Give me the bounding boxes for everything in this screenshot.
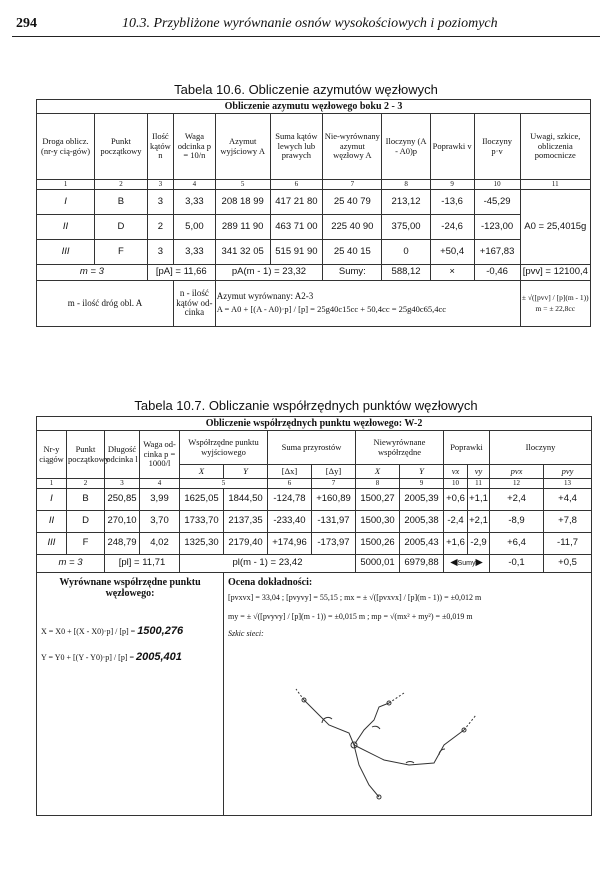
col-num: 8: [356, 479, 400, 489]
cell-az: 289 11 90: [215, 215, 270, 240]
sum-pm: pl(m - 1) = 23,42: [180, 555, 356, 573]
sub-pvx: pvx: [490, 465, 544, 479]
cell-vy: +2,1: [468, 511, 490, 533]
bottom-row: [37, 281, 591, 327]
th-nr: Nr-y ciągów: [37, 431, 67, 479]
th-wspolrzedne: Współrzędne punktu wyjściowego: [180, 431, 268, 465]
cell-pvy: -11,7: [544, 533, 592, 555]
accuracy-line2: my = ± √([pvyvy] / [p](m - 1)) = ±0,015 m ; mp = √(mx² + my²) = ±0,019 m: [228, 611, 473, 621]
col-num: 5: [180, 479, 268, 489]
sub-dy: [Δy]: [312, 465, 356, 479]
sum-pvx: -0,1: [490, 555, 544, 573]
accuracy-title: Ocena dokładności:: [228, 577, 313, 588]
sub-Y: Y: [224, 465, 268, 479]
cell-n: 3: [147, 240, 173, 265]
sketch-label: Szkic sieci:: [228, 628, 264, 638]
th-suma: Suma kątów lewych lub prawych: [270, 114, 323, 180]
th-azymut: Azymut wyjściowy A: [215, 114, 270, 180]
coordinates-table: [36, 416, 592, 816]
col-num: 4: [174, 180, 216, 190]
cell-p: 3,33: [174, 190, 216, 215]
table-row: [37, 240, 591, 265]
col-num: 4: [140, 479, 180, 489]
col-num: 7: [312, 479, 356, 489]
col-num: 10: [444, 479, 468, 489]
col-num: 7: [323, 180, 382, 190]
cell-vy: +1,1: [468, 489, 490, 511]
page-number: 294: [16, 16, 37, 31]
orientation-line: [389, 693, 404, 703]
cell-punkt: B: [95, 190, 148, 215]
sumy-label: Sumy:: [323, 265, 382, 281]
cell-droga: III: [37, 240, 95, 265]
cell-ilo2: -45,29: [474, 190, 520, 215]
sub-vx: vx: [444, 465, 468, 479]
cell-nr: III: [37, 533, 67, 555]
cell-droga: II: [37, 215, 95, 240]
cell-Y: 2005,43: [400, 533, 444, 555]
cell-vy: -2,9: [468, 533, 490, 555]
rms-cell: [520, 281, 590, 327]
th-punkt: Punkt początkowy: [67, 431, 105, 479]
col-num: 6: [270, 180, 323, 190]
cell-dy: +160,89: [312, 489, 356, 511]
angle-arc: [372, 726, 380, 729]
cell-pvy: +7,8: [544, 511, 592, 533]
arrow-right-icon: ▶: [475, 557, 483, 569]
sum-pvv: [pvv] = 12100,4: [520, 265, 590, 281]
sum-p: [pA] = 11,66: [147, 265, 215, 281]
cell-pop: -24,6: [430, 215, 474, 240]
sum-m: m = 3: [37, 555, 105, 573]
cell-nr: II: [37, 511, 67, 533]
n-description: n - ilość kątów od-cinka: [174, 281, 216, 327]
cell-p: 3,70: [140, 511, 180, 533]
m-description: m - ilość dróg obl. A: [37, 281, 174, 327]
cell-Y: 2005,38: [400, 511, 444, 533]
cell-ilo: 213,12: [382, 190, 430, 215]
table-row: [37, 190, 591, 215]
cell-niew: 25 40 79: [323, 190, 382, 215]
sum-pm: pA(m - 1) = 23,32: [215, 265, 322, 281]
y-value: 2005,401: [136, 651, 182, 664]
sum-ilo: 588,12: [382, 265, 430, 281]
running-title: 10.3. Przybliżone wyrównanie osnów wysokościowych i poziomych: [122, 16, 498, 31]
angle-arc: [406, 761, 414, 763]
sub-X2: X: [356, 465, 400, 479]
cell-dx: -124,78: [268, 489, 312, 511]
th-poprawki: Poprawki v: [430, 114, 474, 180]
traverse-line: [354, 703, 389, 745]
col-num: 12: [490, 479, 544, 489]
cell-punkt: D: [67, 511, 105, 533]
accuracy-cell: [224, 573, 592, 816]
cell-pvx: +2,4: [490, 489, 544, 511]
table-row: [37, 533, 592, 555]
cell-n: 2: [147, 215, 173, 240]
azimuth-result-cell: [215, 281, 520, 327]
table2-title: Obliczenie współrzędnych punktu węzłowego: W-2: [37, 417, 592, 431]
sum-row: [37, 555, 592, 573]
cell-az: 341 32 05: [215, 240, 270, 265]
col-num: 2: [95, 180, 148, 190]
sub-pvy: pvy: [544, 465, 592, 479]
th-iloczyny: Iloczyny (A - A0)p: [382, 114, 430, 180]
th-droga: Droga oblicz. (nr-y cią-gów): [37, 114, 95, 180]
cell-dy: -173,97: [312, 533, 356, 555]
sum-X0: 5000,01: [356, 555, 400, 573]
th-uwagi: Uwagi, szkice, obliczenia pomocnicze: [520, 114, 590, 180]
orientation-line: [464, 715, 476, 730]
th-dlugosc: Długość odcinka l: [105, 431, 140, 479]
col-num: 11: [468, 479, 490, 489]
th-punkt: Punkt początkowy: [95, 114, 148, 180]
cell-x: 1733,70: [180, 511, 224, 533]
col-num: 1: [37, 180, 95, 190]
rms-formula: ± √([pvv] / [p](m - 1)): [521, 292, 589, 302]
col-num: 6: [268, 479, 312, 489]
sum-row: [37, 265, 591, 281]
traverse-line: [354, 745, 379, 797]
adjusted-coords-cell: [37, 573, 224, 816]
traverse-line: [354, 730, 464, 765]
col-num: 3: [105, 479, 140, 489]
col-num: 3: [147, 180, 173, 190]
col-num: 2: [67, 479, 105, 489]
sumy-cell: [444, 555, 490, 573]
table-row: [37, 489, 592, 511]
traverse-line: [304, 700, 354, 745]
cell-vx: +0,6: [444, 489, 468, 511]
cell-suma: 515 91 90: [270, 240, 323, 265]
cell-p: 5,00: [174, 215, 216, 240]
col-num: 8: [382, 180, 430, 190]
cell-ilo: 375,00: [382, 215, 430, 240]
cell-p: 4,02: [140, 533, 180, 555]
angle-arc: [322, 717, 332, 723]
cell-p: 3,99: [140, 489, 180, 511]
cell-niew: 25 40 15: [323, 240, 382, 265]
rms-result: m = ± 22,8cc: [535, 304, 576, 313]
th-niewyrownane: Niewyrównane współrzędne: [356, 431, 444, 465]
cell-droga: I: [37, 190, 95, 215]
cell-punkt: B: [67, 489, 105, 511]
cell-y: 1844,50: [224, 489, 268, 511]
cell-suma: 463 71 00: [270, 215, 323, 240]
col-num: 10: [474, 180, 520, 190]
cell-l: 270,10: [105, 511, 140, 533]
network-sketch: [294, 685, 484, 805]
sum-pvy: +0,5: [544, 555, 592, 573]
cell-vx: -2,4: [444, 511, 468, 533]
cell-pop: +50,4: [430, 240, 474, 265]
table2-caption: Tabela 10.7. Obliczanie współrzędnych punktów węzłowych: [134, 398, 478, 413]
cell-pvx: +6,4: [490, 533, 544, 555]
table1-caption: Tabela 10.6. Obliczenie azymutów węzłowych: [174, 82, 438, 97]
sub-X: X: [180, 465, 224, 479]
a0-note: A0 = 25,4015g: [520, 190, 590, 265]
angle-arc: [439, 749, 445, 755]
cell-pop: -13,6: [430, 190, 474, 215]
sum-Y0: 6979,88: [400, 555, 444, 573]
bottom-row: [37, 573, 592, 816]
cell-suma: 417 21 80: [270, 190, 323, 215]
th-iloczyny: Iloczyny: [490, 431, 592, 465]
col-num: 5: [215, 180, 270, 190]
table-row: [37, 511, 592, 533]
sum-p: [pl] = 11,71: [105, 555, 180, 573]
cell-l: 250,85: [105, 489, 140, 511]
azimuth-label: Azymut wyrównany: A2-3: [216, 291, 314, 302]
th-iloczyny2: Iloczyny p·v: [474, 114, 520, 180]
th-ilosc: Ilość kątów n: [147, 114, 173, 180]
cell-punkt: D: [95, 215, 148, 240]
cell-Y: 2005,39: [400, 489, 444, 511]
th-niew: Nie-wyrównany azymut węzłowy A: [323, 114, 382, 180]
cell-pvx: -8,9: [490, 511, 544, 533]
cell-nr: I: [37, 489, 67, 511]
cell-dx: +174,96: [268, 533, 312, 555]
th-poprawki: Poprawki: [444, 431, 490, 465]
cell-x: 1625,05: [180, 489, 224, 511]
cell-l: 248,79: [105, 533, 140, 555]
col-num: 13: [544, 479, 592, 489]
col-num: 9: [430, 180, 474, 190]
accuracy-line1: [pvxvx] = 33,04 ; [pvyvy] = 55,15 ; mx = ± √([pvxvx] / [p](m - 1)) = ±0,012 m: [228, 593, 482, 602]
cell-X: 1500,30: [356, 511, 400, 533]
cell-pvy: +4,4: [544, 489, 592, 511]
sum-ilo2: -0,46: [474, 265, 520, 281]
cell-punkt: F: [67, 533, 105, 555]
col-num: 11: [520, 180, 590, 190]
sub-dx: [Δx]: [268, 465, 312, 479]
col-num: 9: [400, 479, 444, 489]
table1-title: Obliczenie azymutu węzłowego boku 2 - 3: [37, 100, 591, 114]
cell-ilo2: +167,83: [474, 240, 520, 265]
cell-ilo: 0: [382, 240, 430, 265]
th-suma-przyrostow: Suma przyrostów: [268, 431, 356, 465]
cell-X: 1500,26: [356, 533, 400, 555]
cell-vx: +1,6: [444, 533, 468, 555]
table-row: [37, 215, 591, 240]
sumy-label: Sumy: [457, 560, 476, 568]
cell-ilo2: -123,00: [474, 215, 520, 240]
th-waga: Waga odcinka p = 10/n: [174, 114, 216, 180]
cell-p: 3,33: [174, 240, 216, 265]
adjusted-title: Wyrównane współrzędne punktu węzłowego:: [59, 577, 201, 599]
cell-y: 2179,40: [224, 533, 268, 555]
azimuth-table: [36, 99, 591, 327]
x-formula: X = X0 + [(X - X0)·p] / [p] =: [41, 627, 136, 636]
cell-az: 208 18 99: [215, 190, 270, 215]
sub-Y2: Y: [400, 465, 444, 479]
cell-dx: -233,40: [268, 511, 312, 533]
page-header: [12, 14, 600, 37]
y-formula: Y = Y0 + [(Y - Y0)·p] / [p] =: [41, 653, 134, 663]
cell-y: 2137,35: [224, 511, 268, 533]
sum-x: ×: [430, 265, 474, 281]
arrow-left-icon: ◀: [450, 557, 458, 569]
cell-n: 3: [147, 190, 173, 215]
col-num: 1: [37, 479, 67, 489]
x-value: 1500,276: [137, 625, 184, 637]
sum-m: m = 3: [37, 265, 148, 281]
cell-punkt: F: [95, 240, 148, 265]
cell-dy: -131,97: [312, 511, 356, 533]
sub-vy: vy: [468, 465, 490, 479]
azimuth-formula: A = A0 + [(A - A0)·p] / [p] = 25g40c15cc + 50,4cc = 25g40c65,4cc: [216, 304, 447, 315]
cell-x: 1325,30: [180, 533, 224, 555]
cell-X: 1500,27: [356, 489, 400, 511]
th-waga: Waga od-cinka p = 1000/l: [140, 431, 180, 479]
cell-niew: 225 40 90: [323, 215, 382, 240]
